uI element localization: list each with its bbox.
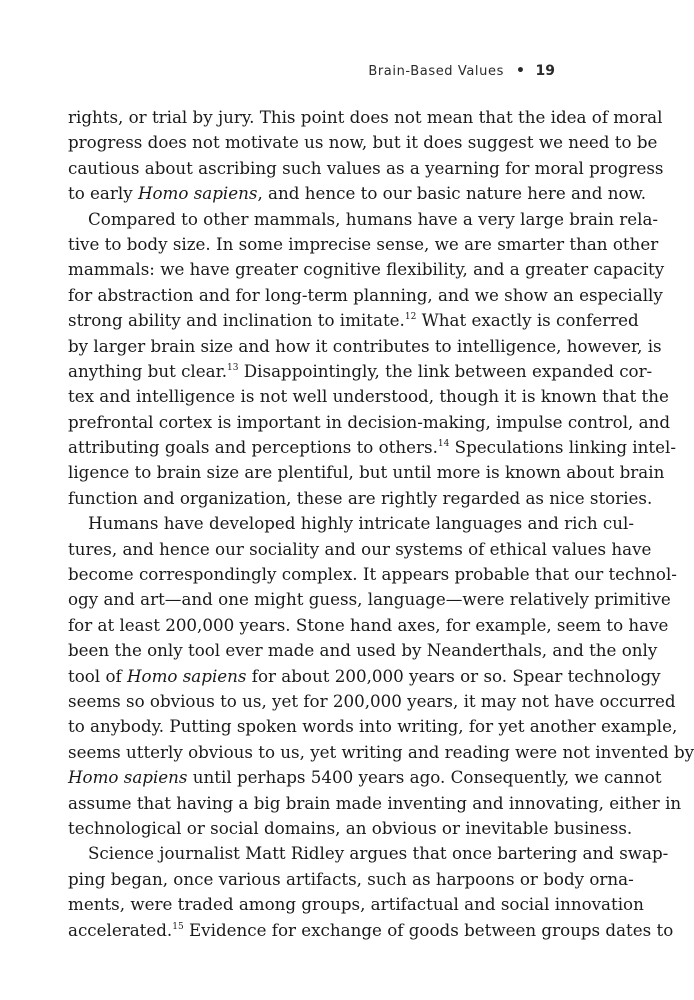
text-line: [68, 816, 633, 841]
text-run: mammals: we have greater cognitive flexibility, and a greater capacity: [68, 259, 665, 280]
text-line: [68, 334, 662, 359]
text-line: [68, 892, 644, 917]
footnote-marker: 13: [227, 362, 239, 373]
text-line: [68, 207, 659, 232]
text-run: ping began, once various artifacts, such as harpoons or body orna-: [68, 868, 634, 889]
italic-term: Homo sapiens: [126, 665, 247, 686]
text-line: [68, 740, 694, 765]
text-run: Humans have developed highly intricate languages and rich cul-: [88, 513, 634, 534]
running-head: [368, 63, 555, 79]
text-line: [68, 283, 663, 308]
text-line: [68, 537, 652, 562]
text-run: seems utterly obvious to us, yet writing and reading were not invented by: [68, 741, 694, 762]
footnote-marker: 15: [172, 921, 184, 932]
text-run: Compared to other mammals, humans have a very large brain rela-: [88, 208, 659, 229]
text-run: until perhaps 5400 years ago. Consequently, we cannot: [187, 767, 662, 788]
text-line: [68, 587, 671, 612]
text-line: [68, 435, 676, 460]
text-run: to anybody. Putting spoken words into writing, for yet another example,: [68, 716, 678, 737]
text-run: , and hence to our basic nature here and now.: [257, 183, 647, 204]
text-run: technological or social domains, an obvious or inevitable business.: [68, 817, 633, 838]
paragraph: [68, 105, 664, 207]
text-run: ments, were traded among groups, artifactual and social innovation: [68, 894, 644, 915]
text-line: [68, 359, 653, 384]
text-run: seems so obvious to us, yet for 200,000 years, it may not have occurred: [68, 690, 676, 711]
text-line: [68, 486, 653, 511]
text-line: [68, 410, 671, 435]
text-line: [68, 130, 658, 155]
text-run: strong ability and inclination to imitate.: [68, 310, 405, 331]
text-run: accelerated.: [68, 919, 173, 940]
text-line: [68, 232, 659, 257]
text-run: tive to body size. In some imprecise sense, we are smarter than other: [68, 233, 659, 254]
text-run: Speculations linking intel-: [449, 437, 676, 458]
text-line: [68, 841, 669, 866]
text-run: prefrontal cortex is important in decision-making, impulse control, and: [68, 411, 671, 432]
text-run: Disappointingly, the link between expanded cor-: [238, 360, 653, 381]
body-text: [68, 105, 694, 943]
text-line: [68, 257, 665, 282]
text-run: by larger brain size and how it contributes to intelligence, however, is: [68, 335, 662, 356]
text-run: tex and intelligence is not well understood, though it is known that the: [68, 386, 669, 407]
text-run: tures, and hence our sociality and our systems of ethical values have: [68, 538, 652, 559]
text-run: for abstraction and for long-term planning, and we show an especially: [68, 284, 663, 305]
text-run: tool of: [68, 665, 127, 686]
text-line: [68, 867, 634, 892]
paragraph: [68, 841, 674, 943]
text-line: [68, 181, 647, 206]
text-run: Evidence for exchange of goods between groups dates to: [183, 919, 674, 940]
text-run: attributing goals and perceptions to others.: [68, 437, 438, 458]
text-line: [68, 918, 674, 943]
page-number: 19: [535, 63, 555, 79]
text-run: progress does not motivate us now, but it does suggest we need to be: [68, 132, 658, 153]
italic-term: Homo sapiens: [137, 183, 258, 204]
text-run: been the only tool ever made and used by Neanderthals, and the only: [68, 640, 658, 661]
text-run: become correspondingly complex. It appears probable that our technol-: [68, 564, 677, 585]
text-run: What exactly is conferred: [416, 310, 639, 331]
running-title: Brain-Based Values: [368, 63, 504, 79]
text-line: [68, 664, 661, 689]
text-line: [68, 613, 669, 638]
footnote-marker: 12: [404, 312, 417, 323]
text-line: [68, 511, 634, 536]
text-run: for about 200,000 years or so. Spear technology: [246, 665, 661, 686]
text-run: ligence to brain size are plentiful, but until more is known about brain: [68, 462, 665, 483]
text-line: [68, 714, 678, 739]
text-line: [68, 562, 677, 587]
text-run: rights, or trial by jury. This point does not mean that the idea of moral: [68, 107, 663, 127]
text-line: [68, 460, 665, 485]
text-line: [68, 791, 682, 816]
paragraph: [68, 511, 694, 841]
text-run: to early: [68, 183, 138, 204]
text-line: [68, 384, 669, 409]
text-run: cautious about ascribing such values as a yearning for moral progress: [68, 157, 664, 178]
text-run: assume that having a big brain made inventing and innovating, either in: [68, 792, 682, 813]
text-run: Science journalist Matt Ridley argues that once bartering and swap-: [88, 843, 669, 864]
text-line: [68, 638, 658, 663]
text-line: [68, 689, 676, 714]
bullet-separator: •: [515, 63, 526, 79]
text-run: anything but clear.: [68, 360, 228, 381]
italic-term: Homo sapiens: [68, 767, 188, 788]
text-run: function and organization, these are rightly regarded as nice stories.: [68, 487, 653, 508]
text-line: [68, 156, 664, 181]
footnote-marker: 14: [437, 439, 450, 450]
text-run: ogy and art—and one might guess, language—were relatively primitive: [68, 589, 671, 610]
text-line: [68, 308, 639, 333]
text-run: for at least 200,000 years. Stone hand axes, for example, seem to have: [68, 614, 669, 635]
text-line: [68, 765, 662, 790]
text-line: [68, 105, 663, 130]
paragraph: [68, 207, 676, 512]
